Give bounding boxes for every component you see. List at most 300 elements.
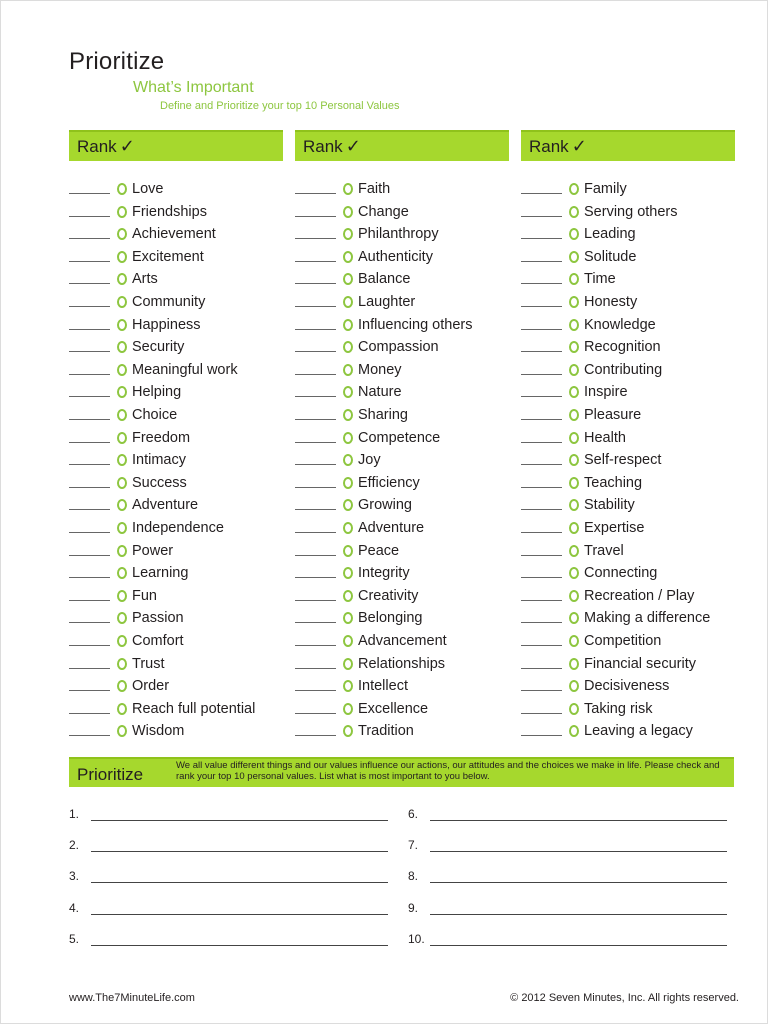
value-item — [295, 427, 440, 449]
value-item — [521, 336, 661, 358]
checkbox-circle-icon[interactable] — [343, 545, 353, 557]
value-label: Relationships — [358, 655, 446, 672]
value-item — [295, 653, 445, 675]
checkbox-circle-icon[interactable] — [343, 567, 353, 579]
value-label: Love — [132, 181, 164, 197]
checkbox-circle-icon[interactable] — [117, 364, 127, 376]
priority-write-line[interactable] — [430, 820, 727, 821]
priority-write-line[interactable] — [91, 945, 388, 946]
value-label: Excitement — [132, 248, 204, 265]
rank-blank[interactable] — [69, 215, 110, 217]
value-label: Knowledge — [584, 316, 656, 333]
checkbox-circle-icon[interactable] — [343, 635, 353, 647]
value-item — [521, 562, 657, 584]
value-item — [69, 201, 207, 223]
checkbox-circle-icon[interactable] — [117, 454, 127, 466]
rank-blank[interactable] — [521, 599, 562, 601]
value-item — [295, 201, 409, 223]
value-label: Belonging — [358, 610, 423, 627]
checkbox-circle-icon[interactable] — [343, 703, 353, 715]
priority-line — [69, 930, 399, 950]
value-label: Independence — [132, 520, 224, 536]
rank-blank[interactable] — [69, 418, 110, 420]
checkbox-circle-icon[interactable] — [117, 432, 127, 444]
value-label: Connecting — [584, 565, 658, 582]
value-item — [69, 585, 157, 607]
value-label: Passion — [132, 610, 184, 627]
value-item — [521, 178, 627, 200]
rank-blank[interactable] — [521, 644, 562, 646]
value-item — [69, 404, 177, 426]
priority-write-line[interactable] — [430, 851, 727, 852]
rank-blank[interactable] — [295, 621, 336, 623]
rank-blank[interactable] — [295, 644, 336, 646]
value-label: Contributing — [584, 361, 663, 378]
priority-write-line[interactable] — [430, 914, 727, 915]
rank-blank[interactable] — [521, 576, 562, 578]
rank-blank[interactable] — [69, 192, 110, 194]
rank-blank[interactable] — [521, 260, 562, 262]
value-label: Growing — [358, 497, 412, 514]
value-item — [295, 675, 408, 697]
checkbox-circle-icon[interactable] — [569, 680, 579, 692]
value-item — [295, 720, 414, 742]
values-column-2 — [295, 130, 509, 740]
checkbox-circle-icon[interactable] — [117, 341, 127, 353]
checkbox-circle-icon[interactable] — [343, 454, 353, 466]
priority-write-line[interactable] — [91, 820, 388, 821]
value-label: Philanthropy — [358, 226, 439, 243]
value-item — [295, 540, 399, 562]
value-item — [521, 314, 656, 336]
rank-blank[interactable] — [295, 350, 336, 352]
rank-blank[interactable] — [521, 418, 562, 420]
rank-blank[interactable] — [295, 192, 336, 194]
value-item — [295, 585, 418, 607]
value-label: Recognition — [584, 339, 661, 356]
rank-blank[interactable] — [521, 237, 562, 239]
value-item — [521, 404, 641, 426]
value-label: Security — [132, 339, 185, 356]
priority-line — [69, 867, 399, 887]
value-label: Friendships — [132, 203, 207, 220]
value-label: Honesty — [584, 294, 638, 310]
value-label: Authenticity — [358, 248, 433, 265]
priority-number: 10. — [408, 931, 425, 946]
checkbox-circle-icon[interactable] — [343, 273, 353, 285]
rank-blank[interactable] — [521, 667, 562, 669]
value-item — [521, 472, 642, 494]
rank-blank[interactable] — [69, 328, 110, 330]
rank-blank[interactable] — [521, 395, 562, 397]
value-item — [69, 653, 165, 675]
rank-blank[interactable] — [295, 373, 336, 375]
value-label: Nature — [358, 384, 402, 401]
checkbox-circle-icon[interactable] — [569, 499, 579, 511]
rank-blank[interactable] — [69, 463, 110, 465]
value-item — [521, 720, 693, 742]
checkbox-circle-icon[interactable] — [569, 658, 579, 670]
value-item — [521, 449, 661, 471]
rank-blank[interactable] — [69, 712, 110, 714]
value-label: Order — [132, 678, 170, 695]
value-label: Solitude — [584, 248, 637, 265]
prioritize-title: Prioritize — [77, 765, 144, 784]
value-label: Advancement — [358, 633, 447, 649]
checkbox-circle-icon[interactable] — [343, 206, 353, 218]
value-label: Faith — [358, 181, 391, 197]
value-label: Adventure — [132, 497, 199, 514]
checkbox-circle-icon[interactable] — [117, 590, 127, 602]
value-item — [521, 585, 694, 607]
checkbox-circle-icon[interactable] — [569, 319, 579, 331]
checkbox-circle-icon[interactable] — [117, 658, 127, 670]
value-item — [521, 427, 626, 449]
priority-number: 7. — [408, 838, 419, 853]
rank-blank[interactable] — [295, 463, 336, 465]
checkbox-circle-icon[interactable] — [569, 522, 579, 534]
checkbox-circle-icon[interactable] — [343, 296, 353, 308]
rank-blank[interactable] — [295, 441, 336, 443]
checkbox-circle-icon[interactable] — [343, 432, 353, 444]
checkbox-circle-icon[interactable] — [117, 228, 127, 240]
value-label: Comfort — [132, 633, 184, 649]
checkbox-circle-icon[interactable] — [343, 319, 353, 331]
rank-blank[interactable] — [295, 712, 336, 714]
value-item — [69, 630, 184, 652]
value-item — [69, 540, 173, 562]
checkbox-circle-icon[interactable] — [117, 680, 127, 692]
checkbox-circle-icon[interactable] — [343, 612, 353, 624]
rank-blank[interactable] — [69, 689, 110, 691]
rank-blank[interactable] — [295, 282, 336, 284]
rank-blank[interactable] — [521, 689, 562, 691]
rank-blank[interactable] — [295, 305, 336, 307]
priority-line — [408, 899, 738, 919]
rank-blank[interactable] — [295, 328, 336, 330]
checkbox-circle-icon[interactable] — [569, 432, 579, 444]
checkbox-circle-icon[interactable] — [117, 499, 127, 511]
rank-blank[interactable] — [69, 508, 110, 510]
rank-blank[interactable] — [295, 576, 336, 578]
value-label: Integrity — [358, 565, 410, 582]
priority-write-line[interactable] — [91, 851, 388, 852]
rank-blank[interactable] — [295, 599, 336, 601]
checkbox-circle-icon[interactable] — [117, 319, 127, 331]
checkbox-circle-icon[interactable] — [117, 206, 127, 218]
checkbox-circle-icon[interactable] — [569, 590, 579, 602]
column-header — [295, 130, 509, 161]
value-item — [295, 314, 472, 336]
checkbox-circle-icon[interactable] — [343, 183, 353, 195]
value-item — [69, 472, 187, 494]
value-label: Money — [358, 361, 402, 378]
priority-number: 5. — [69, 931, 80, 946]
page-title: Prioritize — [69, 48, 165, 75]
value-label: Family — [584, 181, 627, 197]
checkbox-circle-icon[interactable] — [117, 183, 127, 195]
value-label: Sharing — [358, 407, 408, 423]
value-item — [69, 223, 216, 245]
checkbox-circle-icon[interactable] — [569, 273, 579, 285]
value-label: Freedom — [132, 429, 191, 446]
checkbox-circle-icon[interactable] — [117, 409, 127, 421]
value-item — [69, 449, 186, 471]
value-label: Reach full potential — [132, 700, 256, 717]
rank-blank[interactable] — [521, 508, 562, 510]
rank-blank[interactable] — [295, 531, 336, 533]
checkbox-circle-icon[interactable] — [343, 251, 353, 263]
value-item — [521, 291, 637, 313]
checkbox-circle-icon[interactable] — [343, 590, 353, 602]
page-subtitle: What’s Important — [133, 79, 254, 96]
value-label: Arts — [132, 271, 158, 288]
rank-blank[interactable] — [521, 350, 562, 352]
checkbox-circle-icon[interactable] — [343, 228, 353, 240]
checkbox-circle-icon[interactable] — [343, 386, 353, 398]
priority-number: 1. — [69, 807, 80, 821]
value-item — [295, 223, 439, 245]
rank-label: Rank — [303, 136, 343, 156]
checkbox-circle-icon[interactable] — [343, 658, 353, 670]
rank-blank[interactable] — [69, 373, 110, 375]
rank-blank[interactable] — [295, 418, 336, 420]
value-item — [521, 630, 661, 652]
rank-blank[interactable] — [521, 712, 562, 714]
rank-blank[interactable] — [521, 463, 562, 465]
value-item — [69, 720, 184, 742]
rank-blank[interactable] — [69, 734, 110, 736]
rank-blank[interactable] — [521, 305, 562, 307]
rank-blank[interactable] — [69, 350, 110, 352]
value-item — [69, 562, 188, 584]
rank-blank[interactable] — [521, 621, 562, 623]
value-item — [69, 314, 201, 336]
rank-blank[interactable] — [69, 237, 110, 239]
rank-label: Rank — [77, 136, 117, 156]
checkbox-circle-icon[interactable] — [569, 635, 579, 647]
value-label: Joy — [358, 452, 381, 469]
checkbox-circle-icon[interactable] — [569, 364, 579, 376]
rank-label: Rank — [529, 136, 569, 156]
value-label: Intellect — [358, 678, 408, 695]
checkbox-circle-icon[interactable] — [569, 183, 579, 195]
rank-blank[interactable] — [521, 441, 562, 443]
values-column-1 — [69, 130, 283, 740]
value-item — [69, 517, 224, 539]
value-item — [521, 494, 635, 516]
value-item — [295, 494, 412, 516]
value-item — [295, 178, 390, 200]
checkbox-circle-icon[interactable] — [569, 341, 579, 353]
value-label: Making a difference — [584, 610, 711, 627]
value-item — [521, 246, 636, 268]
rank-blank[interactable] — [521, 282, 562, 284]
rank-blank[interactable] — [521, 373, 562, 375]
checkbox-circle-icon[interactable] — [569, 386, 579, 398]
priority-line — [69, 899, 399, 919]
checkbox-circle-icon[interactable] — [343, 477, 353, 489]
value-label: Peace — [358, 542, 400, 559]
value-label: Happiness — [132, 316, 201, 333]
value-item — [521, 540, 624, 562]
value-label: Learning — [132, 565, 189, 582]
value-label: Health — [584, 429, 626, 446]
rank-blank[interactable] — [295, 215, 336, 217]
rank-blank[interactable] — [69, 644, 110, 646]
value-label: Excellence — [358, 700, 429, 717]
checkbox-circle-icon[interactable] — [117, 251, 127, 263]
rank-blank[interactable] — [69, 441, 110, 443]
checkbox-circle-icon[interactable] — [343, 680, 353, 692]
checkbox-circle-icon[interactable] — [117, 477, 127, 489]
priority-number: 4. — [69, 900, 80, 915]
rank-blank[interactable] — [69, 531, 110, 533]
value-label: Expertise — [584, 520, 645, 536]
checkbox-circle-icon[interactable] — [343, 725, 353, 737]
checkbox-circle-icon[interactable] — [569, 703, 579, 715]
checkbox-circle-icon[interactable] — [569, 206, 579, 218]
value-label: Achievement — [132, 226, 216, 243]
rank-blank[interactable] — [69, 395, 110, 397]
rank-blank[interactable] — [69, 554, 110, 556]
rank-blank[interactable] — [69, 621, 110, 623]
rank-blank[interactable] — [295, 237, 336, 239]
value-item — [295, 630, 447, 652]
value-label: Fun — [132, 587, 157, 604]
rank-blank[interactable] — [521, 328, 562, 330]
value-item — [521, 201, 678, 223]
rank-blank[interactable] — [295, 734, 336, 736]
checkbox-circle-icon[interactable] — [117, 612, 127, 624]
value-item — [295, 268, 410, 290]
value-item — [295, 449, 381, 471]
value-item — [69, 178, 163, 200]
value-item — [69, 427, 190, 449]
checkbox-circle-icon[interactable] — [343, 522, 353, 534]
checkbox-circle-icon[interactable] — [569, 454, 579, 466]
rank-blank[interactable] — [69, 486, 110, 488]
checkbox-circle-icon[interactable] — [117, 296, 127, 308]
checkbox-circle-icon[interactable] — [343, 341, 353, 353]
checkbox-circle-icon[interactable] — [117, 545, 127, 557]
rank-blank[interactable] — [295, 554, 336, 556]
value-item — [521, 607, 710, 629]
rank-blank[interactable] — [69, 282, 110, 284]
value-label: Tradition — [358, 723, 414, 740]
value-label: Teaching — [584, 474, 643, 491]
checkmark-icon: ✓ — [571, 136, 587, 156]
checkbox-circle-icon[interactable] — [117, 635, 127, 647]
priority-number: 9. — [408, 900, 419, 915]
priority-write-line[interactable] — [91, 914, 388, 915]
checkbox-circle-icon[interactable] — [117, 725, 127, 737]
priority-line — [69, 805, 399, 825]
checkbox-circle-icon[interactable] — [117, 386, 127, 398]
value-label: Time — [584, 271, 616, 288]
rank-blank[interactable] — [521, 486, 562, 488]
rank-blank[interactable] — [69, 599, 110, 601]
rank-blank[interactable] — [295, 395, 336, 397]
rank-blank[interactable] — [295, 486, 336, 488]
value-item — [69, 359, 238, 381]
checkbox-circle-icon[interactable] — [117, 273, 127, 285]
rank-blank[interactable] — [295, 689, 336, 691]
value-item — [521, 517, 644, 539]
value-item — [521, 653, 696, 675]
priority-write-line[interactable] — [430, 945, 727, 946]
value-label: Influencing others — [358, 316, 473, 333]
value-label: Financial security — [584, 655, 697, 672]
checkbox-circle-icon[interactable] — [343, 409, 353, 421]
value-item — [521, 381, 628, 403]
value-item — [521, 268, 616, 290]
rank-blank[interactable] — [69, 576, 110, 578]
value-label: Success — [132, 474, 187, 491]
priority-number: 3. — [69, 869, 80, 884]
checkbox-circle-icon[interactable] — [569, 567, 579, 579]
value-item — [295, 607, 423, 629]
checkbox-circle-icon[interactable] — [117, 522, 127, 534]
checkbox-circle-icon[interactable] — [569, 409, 579, 421]
value-label: Meaningful work — [132, 361, 238, 378]
rank-blank[interactable] — [295, 260, 336, 262]
rank-blank[interactable] — [521, 734, 562, 736]
value-label: Adventure — [358, 520, 425, 536]
value-label: Competence — [358, 429, 441, 446]
checkbox-circle-icon[interactable] — [569, 725, 579, 737]
value-item — [295, 404, 408, 426]
checkbox-circle-icon[interactable] — [343, 499, 353, 511]
column-header — [521, 130, 735, 161]
value-item — [69, 698, 255, 720]
checkbox-circle-icon[interactable] — [569, 296, 579, 308]
checkbox-circle-icon[interactable] — [569, 228, 579, 240]
value-label: Leaving a legacy — [584, 723, 693, 740]
priority-line — [69, 836, 399, 856]
rank-blank[interactable] — [521, 531, 562, 533]
value-label: Efficiency — [358, 474, 420, 491]
rank-blank[interactable] — [69, 667, 110, 669]
value-item — [295, 472, 420, 494]
priority-number: 6. — [408, 807, 419, 821]
value-label: Power — [132, 542, 174, 559]
priority-write-line[interactable] — [430, 882, 727, 883]
checkbox-circle-icon[interactable] — [569, 612, 579, 624]
value-label: Travel — [584, 542, 624, 559]
value-item — [295, 698, 428, 720]
checkbox-circle-icon[interactable] — [343, 364, 353, 376]
checkbox-circle-icon[interactable] — [117, 567, 127, 579]
value-label: Laughter — [358, 294, 416, 310]
rank-blank[interactable] — [69, 260, 110, 262]
checkbox-circle-icon[interactable] — [569, 477, 579, 489]
value-label: Choice — [132, 407, 178, 423]
checkbox-circle-icon[interactable] — [569, 545, 579, 557]
rank-blank[interactable] — [521, 192, 562, 194]
rank-blank[interactable] — [69, 305, 110, 307]
value-item — [69, 675, 169, 697]
checkbox-circle-icon[interactable] — [117, 703, 127, 715]
value-label: Pleasure — [584, 407, 642, 423]
priority-write-line[interactable] — [91, 882, 388, 883]
rank-blank[interactable] — [295, 667, 336, 669]
checkbox-circle-icon[interactable] — [569, 251, 579, 263]
rank-blank[interactable] — [521, 215, 562, 217]
rank-blank[interactable] — [521, 554, 562, 556]
value-label: Creativity — [358, 587, 419, 604]
rank-blank[interactable] — [295, 508, 336, 510]
